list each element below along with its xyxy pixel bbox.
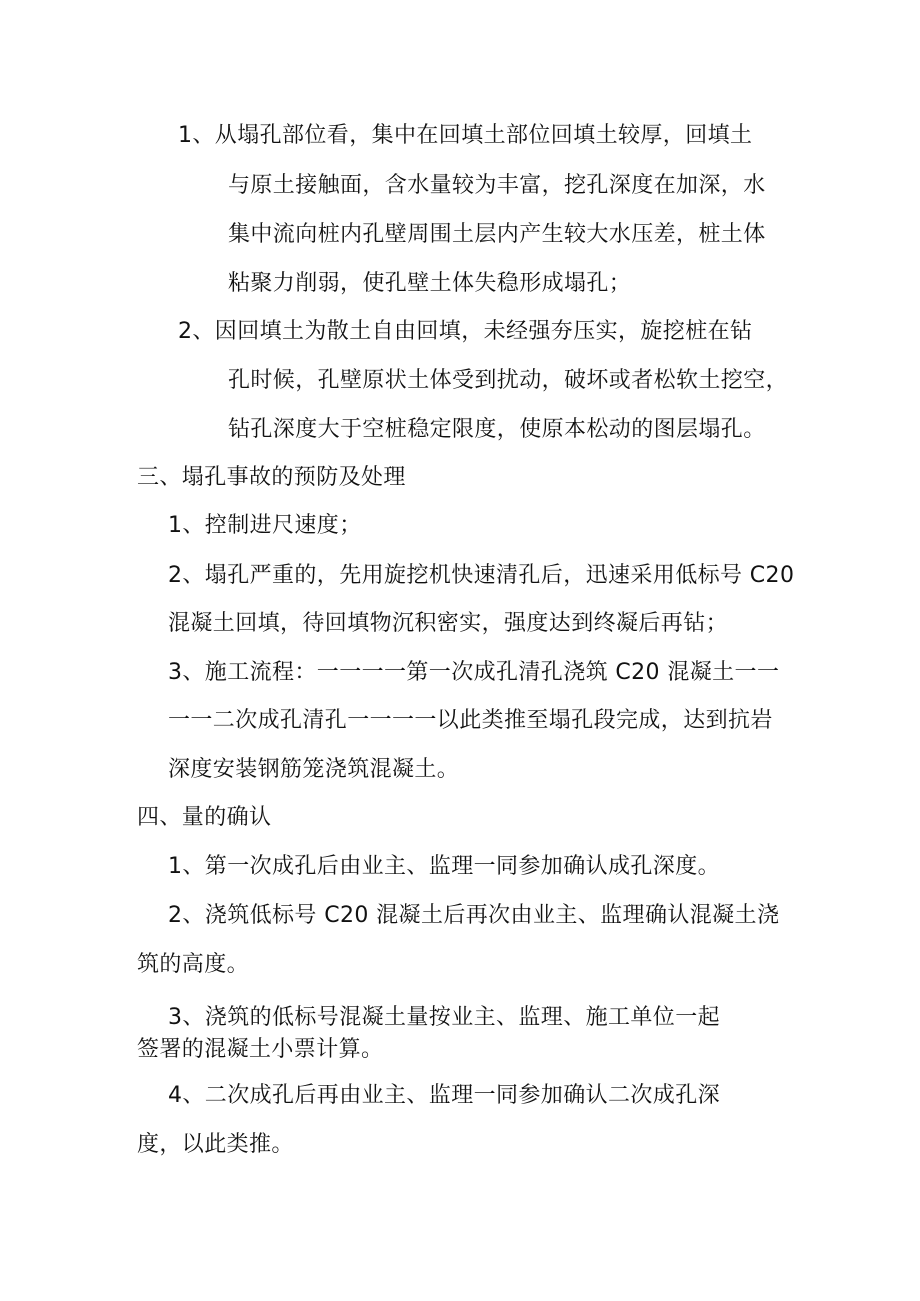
- cause-item-1-line-4: 粘聚力削弱，使孔壁土体失稳形成塌孔；: [228, 271, 632, 296]
- cause-item-1-line-1: 1、从塌孔部位看，集中在回填土部位回填土较厚，回填土: [178, 123, 753, 148]
- section-3-item-2-line-1: 2、塌孔严重的，先用旋挖机快速清孔后，迅速采用低标号 C20: [168, 563, 795, 588]
- cause-item-2-line-1: 2、因回填土为散土自由回填，未经强夯压实，旋挖桩在钻: [178, 319, 753, 344]
- cause-item-2-line-3: 钻孔深度大于空桩稳定限度，使原本松动的图层塌孔。: [228, 417, 766, 442]
- section-4-item-4-line-2: 度，以此类推。: [137, 1132, 294, 1157]
- section-4-item-2-line-2: 筑的高度。: [137, 952, 250, 977]
- section-4-item-2-line-1: 2、浇筑低标号 C20 混凝土后再次由业主、监理确认混凝土浇: [168, 903, 780, 928]
- section-3-item-1-line-1: 1、控制进尺速度；: [168, 513, 362, 538]
- section-4-item-1-line-1: 1、第一次成孔后由业主、监理一同参加确认成孔深度。: [168, 854, 720, 879]
- section-3-item-3-line-1: 3、施工流程：一一一一第一次成孔清孔浇筑 C20 混凝土一一: [168, 660, 780, 685]
- section-4-item-3-line-1: 3、浇筑的低标号混凝土量按业主、监理、施工单位一起: [168, 1005, 720, 1030]
- section-3-item-3-line-3: 深度安装钢筋笼浇筑混凝土。: [168, 757, 460, 782]
- cause-item-1-line-3: 集中流向桩内孔壁周围土层内产生较大水压差，桩土体: [228, 222, 766, 247]
- cause-item-2-line-2: 孔时候，孔壁原状土体受到扰动，破坏或者松软土挖空，: [228, 368, 789, 393]
- section-4-item-4-line-1: 4、二次成孔后再由业主、监理一同参加确认二次成孔深: [168, 1083, 720, 1108]
- section-3-heading: 三、塌孔事故的预防及处理: [137, 465, 406, 490]
- cause-item-1-line-2: 与原土接触面，含水量较为丰富，挖孔深度在加深，水: [228, 173, 766, 198]
- section-4-heading: 四、量的确认: [137, 805, 272, 830]
- section-3-item-3-line-2: 一一二次成孔清孔一一一一以此类推至塌孔段完成，达到抗岩: [168, 708, 773, 733]
- section-4-item-3-line-2: 签署的混凝土小票计算。: [137, 1037, 384, 1062]
- section-3-item-2-line-2: 混凝土回填，待回填物沉积密实，强度达到终凝后再钻；: [168, 611, 729, 636]
